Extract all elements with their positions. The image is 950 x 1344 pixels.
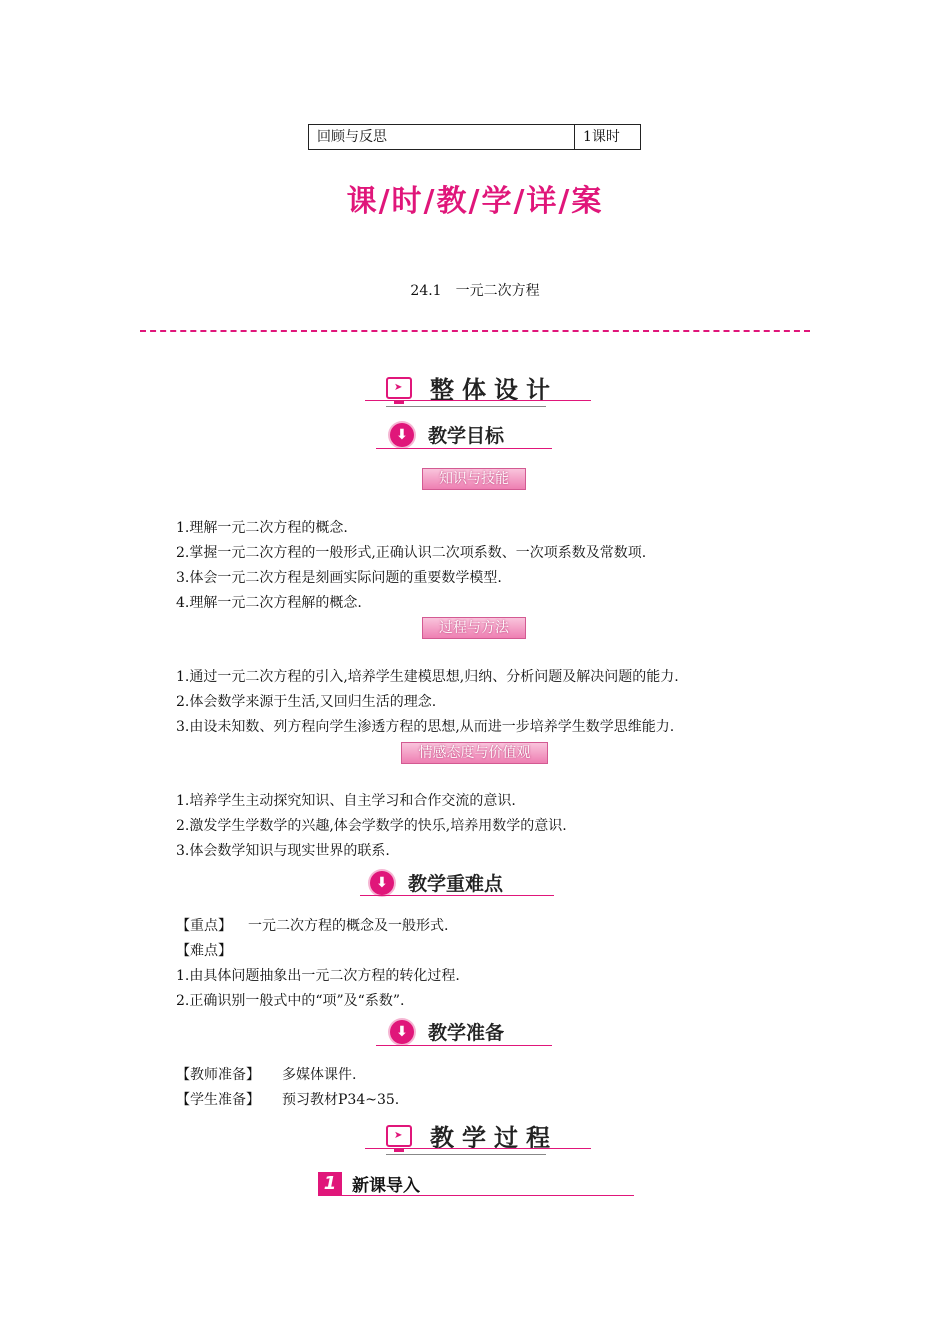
badge-emotion: 情感态度与价值观 <box>401 742 548 764</box>
down-arrow-icon: ⬇ <box>390 1020 414 1044</box>
process-list <box>176 665 679 740</box>
list-item: 3.由设未知数、列方程向学生渗透方程的思想,从而进一步培养学生数学思维能力. <box>176 719 675 735</box>
subsection-key-difficult <box>370 869 503 896</box>
section-title: 教学过程 <box>430 1124 558 1152</box>
underline <box>376 448 552 449</box>
underline <box>360 895 554 896</box>
section-title: 整体设计 <box>430 376 558 404</box>
list-item: 2.掌握一元二次方程的一般形式,正确认识二次项系数、一次项系数及常数项. <box>176 545 647 561</box>
underline <box>386 406 546 407</box>
badge-knowledge: 知识与技能 <box>422 468 526 490</box>
step-number: 1 <box>318 1172 342 1196</box>
down-arrow-icon: ⬇ <box>370 871 394 895</box>
subsection-preparation <box>390 1018 504 1045</box>
list-item: 1.理解一元二次方程的概念. <box>176 520 348 536</box>
hours-cell: 1课时 <box>583 129 620 145</box>
monitor-icon: ➤ <box>386 377 412 399</box>
list-item: 1.由具体问题抽象出一元二次方程的转化过程. <box>176 968 460 984</box>
subsection-teaching-goals <box>390 421 504 448</box>
student-label: 【学生准备】 <box>176 1092 260 1108</box>
list-item: 2.激发学生学数学的兴趣,体会学数学的快乐,培养用数学的意识. <box>176 818 567 834</box>
list-item: 1.通过一元二次方程的引入,培养学生建模思想,归纳、分析问题及解决问题的能力. <box>176 669 679 685</box>
student-text: 预习教材P34~35. <box>282 1092 400 1108</box>
monitor-icon: ➤ <box>386 1125 412 1147</box>
preparation-block <box>176 1063 399 1113</box>
step-title: 新课导入 <box>352 1176 420 1196</box>
underline <box>365 400 591 401</box>
teacher-text: 多媒体课件. <box>282 1067 357 1083</box>
list-item: 1.培养学生主动探究知识、自主学习和合作交流的意识. <box>176 793 516 809</box>
header-table <box>308 124 641 150</box>
list-item: 2.体会数学来源于生活,又回归生活的理念. <box>176 694 437 710</box>
topic-cell: 回顾与反思 <box>309 125 575 149</box>
lesson-title: 24.1 一元二次方程 <box>410 283 540 299</box>
list-item: 4.理解一元二次方程解的概念. <box>176 595 362 611</box>
key-label: 【重点】 <box>176 918 232 934</box>
badge-process: 过程与方法 <box>422 617 526 639</box>
teacher-label: 【教师准备】 <box>176 1067 260 1083</box>
underline <box>318 1195 634 1196</box>
subsection-title: 教学准备 <box>428 1022 505 1044</box>
underline <box>376 1045 552 1046</box>
key-text: 一元二次方程的概念及一般形式. <box>248 918 449 934</box>
down-arrow-icon: ⬇ <box>390 423 414 447</box>
emotion-list <box>176 789 567 864</box>
step-new-lesson <box>318 1171 420 1196</box>
main-title: 课/时/教/学/详/案 <box>346 184 604 219</box>
underline <box>386 1154 546 1155</box>
key-difficult-block <box>176 914 460 1014</box>
list-item: 3.体会数学知识与现实世界的联系. <box>176 843 390 859</box>
list-item: 2.正确识别一般式中的“项”及“系数”. <box>176 993 405 1009</box>
subsection-title: 教学重难点 <box>408 873 504 895</box>
dashed-divider <box>140 330 810 332</box>
underline <box>365 1148 591 1149</box>
difficult-label: 【难点】 <box>176 943 232 959</box>
list-item: 3.体会一元二次方程是刻画实际问题的重要数学模型. <box>176 570 502 586</box>
knowledge-list <box>176 516 646 616</box>
subsection-title: 教学目标 <box>428 425 505 447</box>
